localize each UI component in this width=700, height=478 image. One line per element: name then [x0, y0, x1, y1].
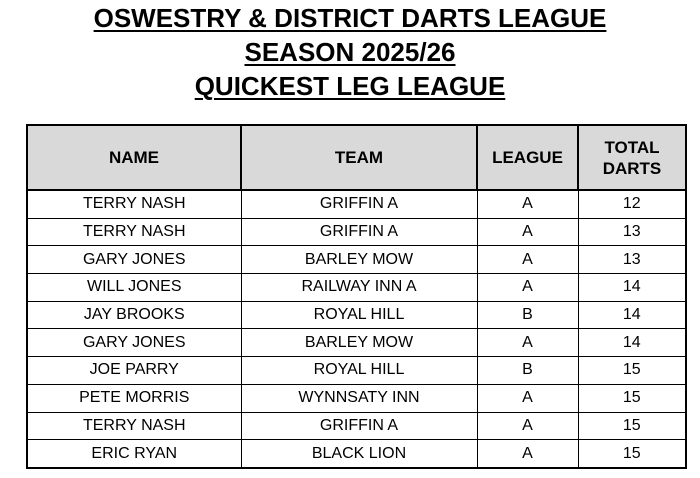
cell-darts: 15	[578, 357, 686, 385]
cell-name: GARY JONES	[27, 329, 241, 357]
season-title: SEASON 2025/26	[244, 37, 456, 67]
cell-league: A	[477, 190, 578, 218]
cell-team: RAILWAY INN A	[241, 274, 477, 302]
table-row	[27, 412, 686, 440]
cell-darts: 12	[578, 190, 686, 218]
cell-league: B	[477, 357, 578, 385]
league-title: OSWESTRY & DISTRICT DARTS LEAGUE	[93, 3, 607, 33]
cell-team: GRIFFIN A	[241, 218, 477, 246]
table-row	[27, 440, 686, 468]
cell-league: A	[477, 246, 578, 274]
header-total-darts	[578, 125, 686, 190]
header-league: LEAGUE	[477, 125, 578, 190]
cell-team: BARLEY MOW	[241, 329, 477, 357]
cell-team: WYNNSATY INN	[241, 384, 477, 412]
table-row	[27, 190, 686, 218]
table-row	[27, 301, 686, 329]
table-row	[27, 274, 686, 302]
cell-name: WILL JONES	[27, 274, 241, 302]
cell-darts: 14	[578, 329, 686, 357]
header-team: TEAM	[241, 125, 477, 190]
cell-league: A	[477, 329, 578, 357]
cell-name: JOE PARRY	[27, 357, 241, 385]
cell-name: TERRY NASH	[27, 412, 241, 440]
cell-team: BLACK LION	[241, 440, 477, 468]
cell-darts: 13	[578, 218, 686, 246]
cell-darts: 13	[578, 246, 686, 274]
cell-team: GRIFFIN A	[241, 412, 477, 440]
quickest-leg-table	[26, 124, 687, 469]
cell-name: JAY BROOKS	[27, 301, 241, 329]
table-row	[27, 246, 686, 274]
cell-darts: 15	[578, 384, 686, 412]
cell-team: ROYAL HILL	[241, 357, 477, 385]
cell-darts: 15	[578, 440, 686, 468]
cell-name: PETE MORRIS	[27, 384, 241, 412]
cell-name: ERIC RYAN	[27, 440, 241, 468]
table-row	[27, 384, 686, 412]
cell-name: TERRY NASH	[27, 218, 241, 246]
cell-darts: 14	[578, 274, 686, 302]
cell-darts: 14	[578, 301, 686, 329]
cell-league: A	[477, 218, 578, 246]
table-header	[27, 125, 686, 190]
cell-team: GRIFFIN A	[241, 190, 477, 218]
cell-name: GARY JONES	[27, 246, 241, 274]
header-name: NAME	[27, 125, 241, 190]
header-total-darts-line1: TOTAL	[604, 137, 660, 157]
header-total-darts-line2: DARTS	[602, 158, 662, 178]
cell-league: B	[477, 301, 578, 329]
table-body	[27, 190, 686, 468]
cell-league: A	[477, 274, 578, 302]
cell-darts: 15	[578, 412, 686, 440]
cell-league: A	[477, 412, 578, 440]
cell-team: ROYAL HILL	[241, 301, 477, 329]
table-row	[27, 357, 686, 385]
table-title: QUICKEST LEG LEAGUE	[194, 71, 506, 101]
cell-league: A	[477, 440, 578, 468]
header-row	[27, 125, 686, 190]
cell-league: A	[477, 384, 578, 412]
cell-team: BARLEY MOW	[241, 246, 477, 274]
table-row	[27, 218, 686, 246]
table-row	[27, 329, 686, 357]
cell-name: TERRY NASH	[27, 190, 241, 218]
